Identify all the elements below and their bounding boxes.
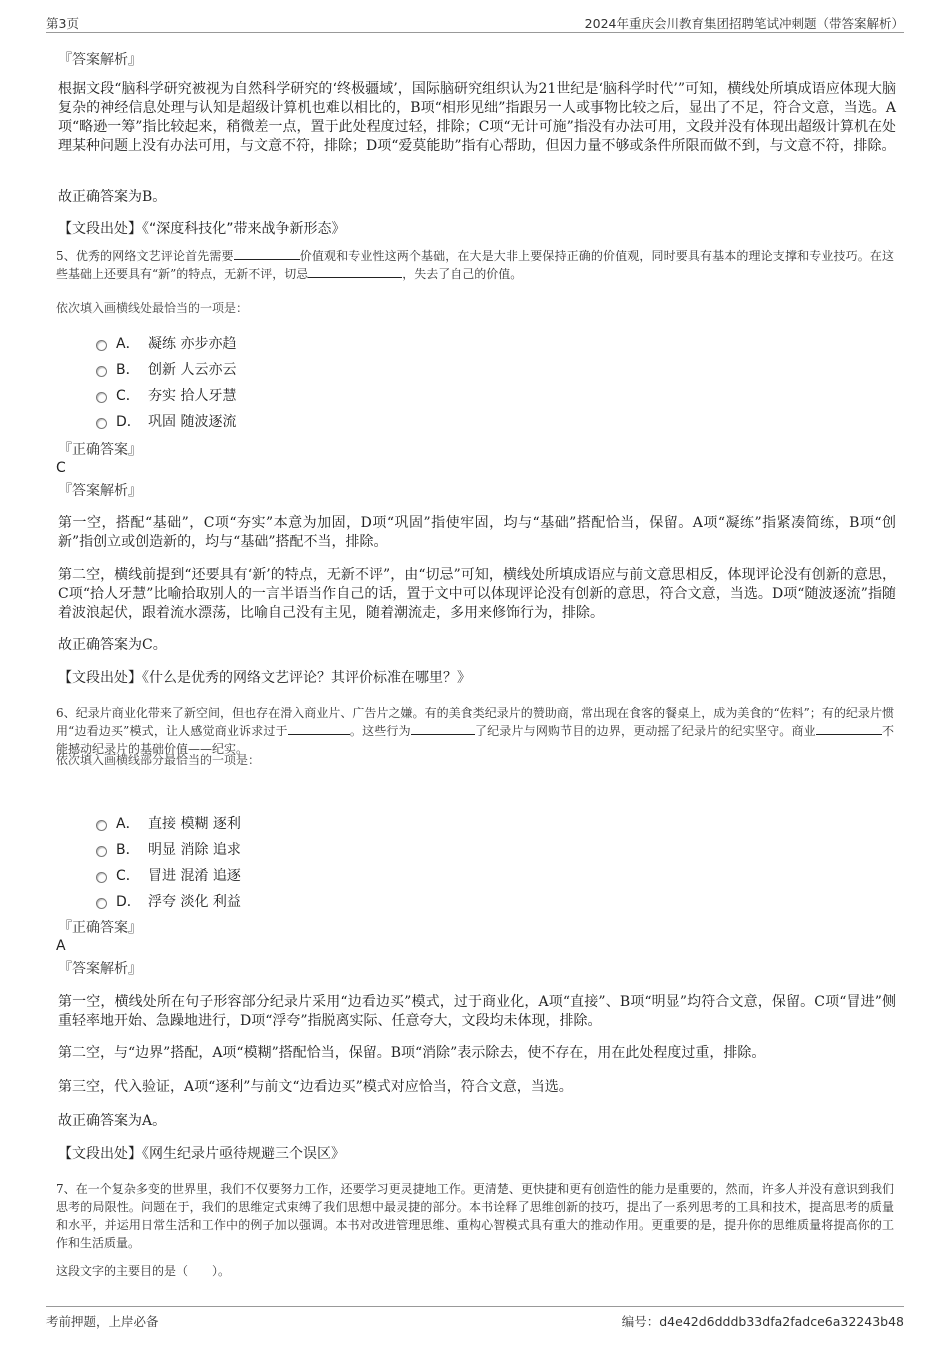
document-title: 2024年重庆会川教育集团招聘笔试冲刺题（带答案解析） [584,16,904,31]
q6-explain-paragraph-2: 第二空，与“边界”搭配，A项“模糊”搭配恰当，保留。B项“消除”表示除去，使不存在，用在此处程度过重，排除。 [58,1045,766,1061]
page-footer [46,1306,904,1329]
q6-conclusion: 故正确答案为A。 [58,1113,167,1129]
radio-icon[interactable] [96,418,107,429]
q5-instruction: 依次填入画横线处最恰当的一项是： [56,301,249,315]
radio-icon[interactable] [96,898,107,909]
q4-conclusion: 故正确答案为B。 [58,189,167,205]
q6-stem: 6、纪录片商业化带来了新空间，但也存在滑入商业片、广告片之嫌。有的美食类纪录片的赞助商，常出现在食客的餐桌上，成为美食的“佐料”；有的纪录片惯用“边看边买”模式，让人感觉商业诉求过于 。这些行为 了纪录片与网购节目的边界，更动摇了纪录片的纪实坚守。商业 不能撼动纪录片的基础价值——纪实。 [56,706,894,756]
q5-stem: 5、优秀的网络文艺评论首先需要 价值观和专业性这两个基础，在大是大非上要保持正确的价值观，同时要具有基本的理论支撑和专业技巧。在这些基础上还要具有“新”的特点，无新不评，切忌 ，失去了自己的价值。 [56,249,894,281]
q5-option-a[interactable]: A． 凝练 亦步亦趋 [96,332,236,354]
radio-icon[interactable] [96,846,107,857]
q5-blank-1 [234,248,300,260]
radio-icon[interactable] [96,340,107,351]
q4-explain-label: 『答案解析』 [58,52,142,68]
q6-blank-3 [816,723,882,735]
radio-icon[interactable] [96,872,107,883]
q7-stem: 7、在一个复杂多变的世界里，我们不仅要努力工作，还要学习更灵捷地工作。更清楚、更快捷和更有创造性的能力是重要的，然而，许多人并没有意识到我们思考的局限性。问题在于，我们的思维定式束缚了我们思想中最灵捷的部分。本书诠释了思维创新的技巧，提出了一系列思考的工具和技术，提高思考的质量和水平，并运用日常生活和工作中的例子加以强调。本书对改进管理思维、重构心智模式具有重大的推动作用。更重要的是，提升你的思维质量将提高你的工作和生活质量。 [56,1182,894,1250]
q5-explain-paragraph-2: 第二空，横线前提到“还要具有‘新’的特点，无新不评”，由“切忌”可知，横线处所填成语应与前文意思相反，体现评论没有创新的意思，C项“拾人牙慧”比喻拾取别人的一言半语当作自己的话，置于文中可以体现评论没有创新的意思，符合文意，当选。D项“随波逐流”指随着波浪起伏，跟着流水漂荡，比喻自己没有主见，随着潮流走，多用来修饰行为，排除。 [58,567,896,621]
q5-option-b[interactable]: B． 创新 人云亦云 [96,358,236,380]
page-header [46,12,904,33]
q5-answer-label: 『正确答案』 [58,442,142,458]
radio-icon[interactable] [96,392,107,403]
q5-conclusion: 故正确答案为C。 [58,637,167,653]
q6-blank-1 [288,723,350,735]
q6-option-b[interactable]: B． 明显 消除 追求 [96,838,241,860]
q6-answer: A [56,938,66,954]
radio-icon[interactable] [96,366,107,377]
q6-explain-paragraph-1: 第一空，横线处所在句子形容部分纪录片采用“边看边买”模式，过于商业化，A项“直接”、B项“明显”均符合文意，保留。C项“冒进”侧重轻率地开始、急躁地进行，D项“浮夸”指脱离实际、任意夸大，文段均未体现，排除。 [58,994,896,1029]
q5-explain-paragraph-1: 第一空，搭配“基础”，C项“夯实”本意为加固，D项“巩固”指使牢固，均与“基础”搭配恰当，保留。A项“凝练”指紧凑简练，B项“创新”指创立或创造新的，均与“基础”搭配不当，排除。 [58,515,896,550]
q6-explain-paragraph-3: 第三空，代入验证，A项“逐利”与前文“边看边买”模式对应恰当，符合文意，当选。 [58,1079,573,1095]
document-code: 编号：d4e42d6dddb33dfa2fadce6a32243b48 [621,1314,904,1329]
q6-source: 【文段出处】《网生纪录片亟待规避三个误区》 [58,1146,345,1162]
q5-option-d[interactable]: D． 巩固 随波逐流 [96,410,236,432]
radio-icon[interactable] [96,820,107,831]
page-number: 第3页 [46,16,79,31]
q6-answer-label: 『正确答案』 [58,920,142,936]
q4-source: 【文段出处】《“深度科技化”带来战争新形态》 [58,221,346,237]
footer-slogan: 考前押题，上岸必备 [46,1314,159,1329]
q6-explain-label: 『答案解析』 [58,961,142,977]
q5-answer: C [56,460,66,476]
q6-option-c[interactable]: C． 冒进 混淆 追逐 [96,864,241,886]
q6-option-a[interactable]: A． 直接 模糊 逐利 [96,812,241,834]
q5-explain-label: 『答案解析』 [58,483,142,499]
q7-question: 这段文字的主要目的是（ ）。 [56,1264,231,1278]
q4-explain-paragraph: 根据文段“脑科学研究被视为自然科学研究的‘终极疆域’，国际脑研究组织认为21世纪是‘脑科学时代’”可知，横线处所填成语应体现大脑复杂的神经信息处理与认知是超级计算机也难以相比的，B项“相形见绌”指跟另一人或事物比较之后，显出了不足，符合文意，当选。A项“略逊一筹”指比较起来，稍微差一点，置于此处程度过轻，排除；C项“无计可施”指没有办法可用，文段并没有体现出超级计算机在处理某种问题上没有办法可用，与文意不符，排除；D项“爱莫能助”指有心帮助，但因力量不够或条件所限而做不到，与文意不符，排除。 [58,81,896,154]
q5-blank-2 [308,266,402,278]
q5-source: 【文段出处】《什么是优秀的网络文艺评论？其评价标准在哪里？》 [58,670,471,686]
q6-option-d[interactable]: D． 浮夸 淡化 利益 [96,890,241,912]
q6-instruction: 依次填入画横线部分最恰当的一项是： [56,753,261,767]
q6-blank-2 [411,723,475,735]
q5-option-c[interactable]: C． 夯实 拾人牙慧 [96,384,236,406]
